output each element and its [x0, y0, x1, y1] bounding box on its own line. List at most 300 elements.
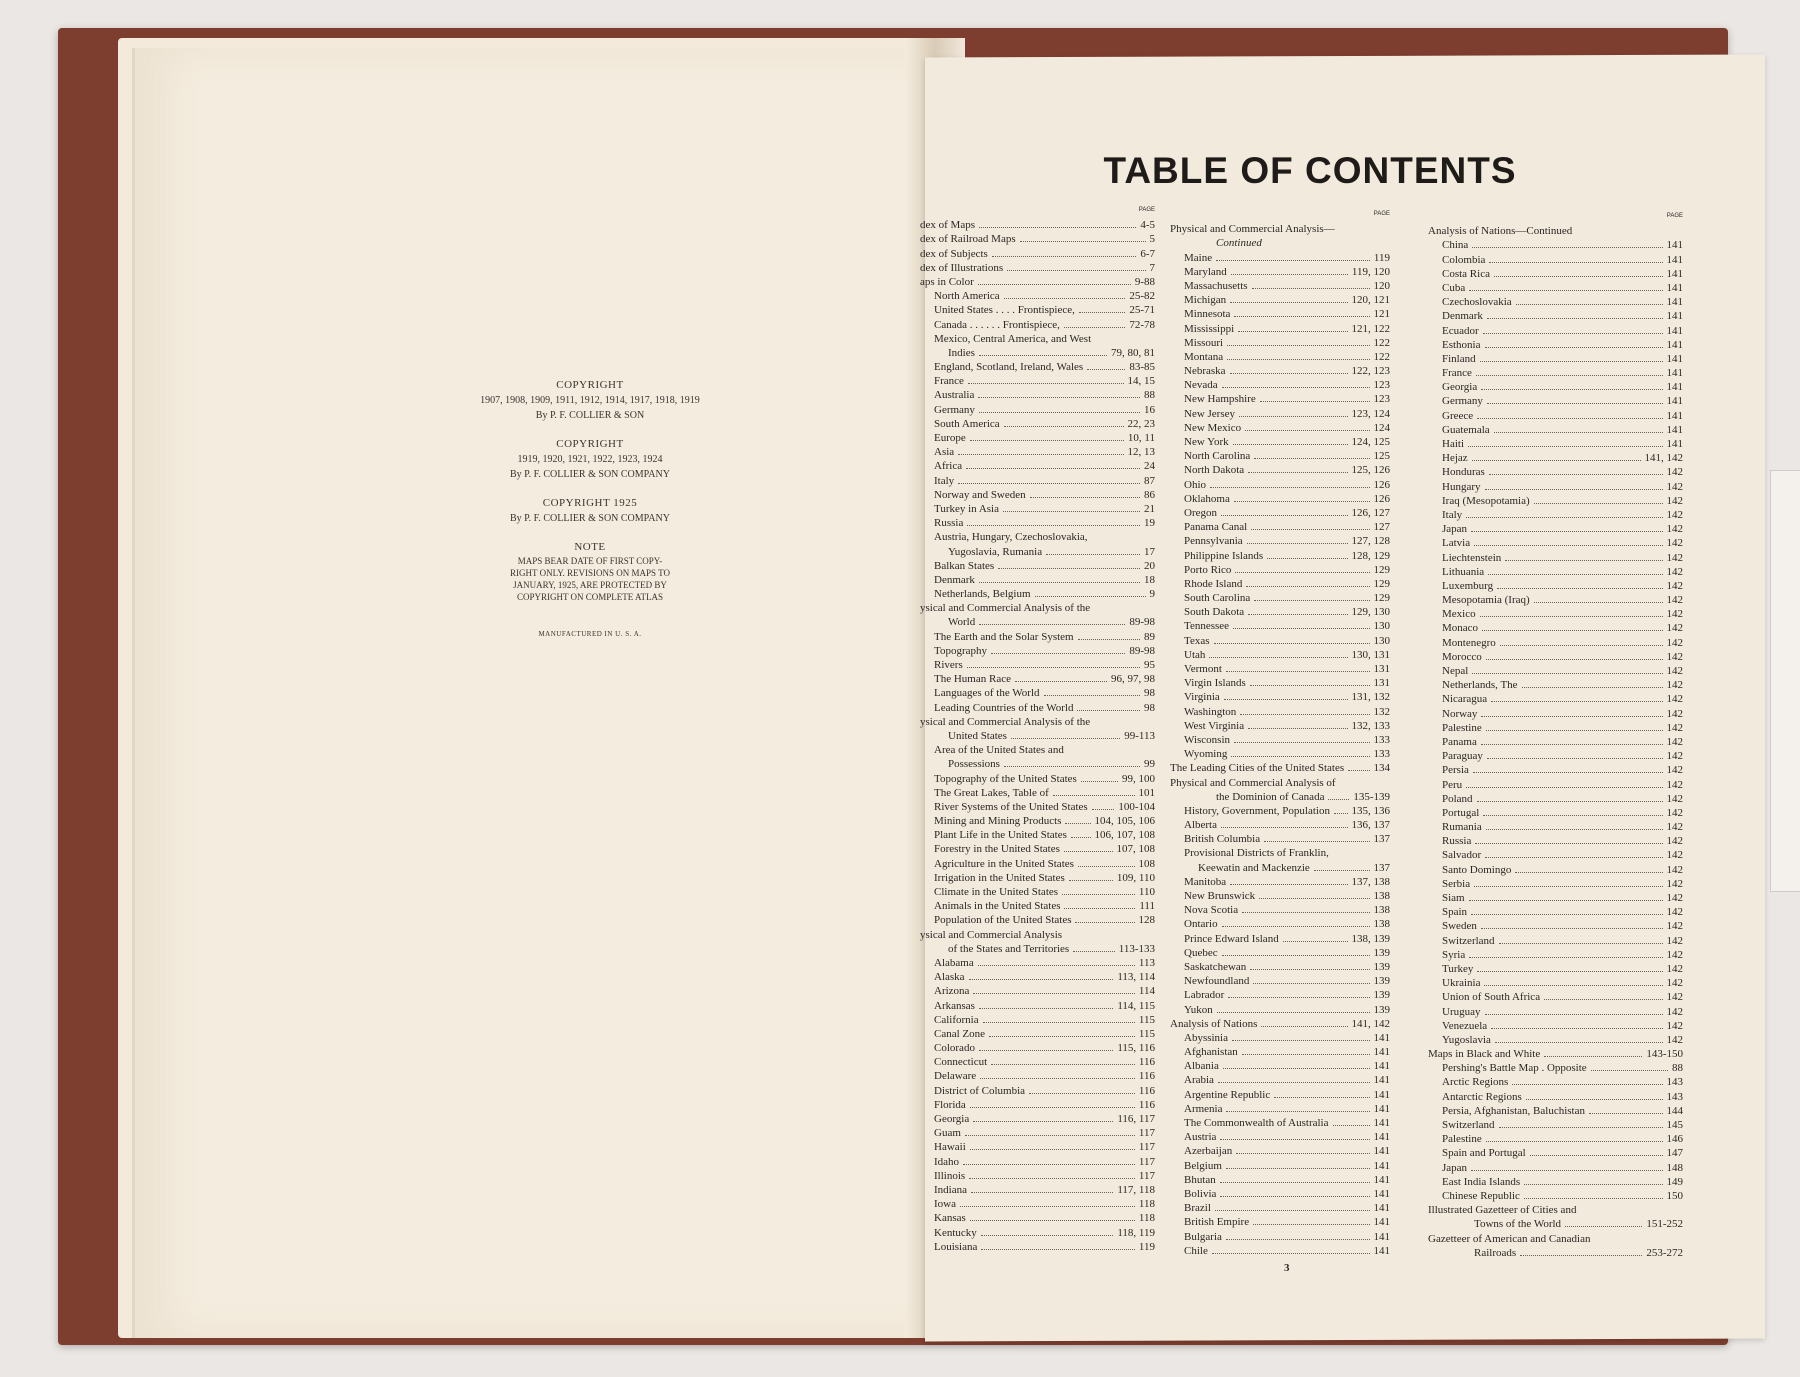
dot-leader — [1333, 1125, 1370, 1126]
toc-entry-title: Ontario — [1184, 918, 1218, 931]
toc-entry — [920, 1112, 1155, 1126]
toc-entry — [1428, 281, 1683, 295]
dot-leader — [978, 965, 1135, 966]
toc-entry — [920, 672, 1155, 686]
toc-entry-title: California — [934, 1013, 979, 1026]
toc-entry — [920, 686, 1155, 700]
toc-entry-title: Hungary — [1442, 480, 1481, 493]
dot-leader — [991, 1064, 1135, 1065]
toc-entry — [1170, 463, 1390, 477]
toc-entry — [920, 1126, 1155, 1140]
dot-leader — [1260, 401, 1370, 402]
toc-entry — [920, 1013, 1155, 1027]
toc-entry-title: Germany — [1442, 395, 1483, 408]
dot-leader — [1234, 316, 1369, 317]
dot-leader — [1471, 1170, 1662, 1171]
toc-entry — [1170, 392, 1390, 406]
toc-entry-page: 142 — [1666, 508, 1683, 521]
dot-leader — [1466, 517, 1662, 518]
toc-entry — [1170, 619, 1390, 633]
copyright-holder: By P. F. COLLIER & SON COMPANY — [510, 469, 670, 480]
toc-entry-title: Palestine — [1442, 1133, 1482, 1146]
toc-entry-title: Netherlands, Belgium — [934, 588, 1031, 601]
dot-leader — [1065, 823, 1090, 824]
toc-entry-title: Brazil — [1184, 1202, 1211, 1215]
toc-entry-page: 142 — [1666, 1033, 1683, 1046]
toc-entry — [1428, 338, 1683, 352]
toc-entry — [920, 1140, 1155, 1154]
dot-leader — [1534, 503, 1663, 504]
toc-entry-title: Europe — [934, 432, 966, 444]
toc-entry-title: Delaware — [934, 1070, 977, 1083]
dot-leader — [1209, 657, 1347, 658]
toc-entry — [920, 289, 1155, 303]
dot-leader — [1254, 600, 1369, 601]
toc-entry-title: Indies — [948, 346, 975, 359]
dot-leader — [1218, 1082, 1370, 1083]
toc-entry-title: Gazetteer of American and Canadian — [1428, 1232, 1591, 1245]
dot-leader — [1495, 1042, 1663, 1043]
toc-entry-page: 141 — [1373, 1088, 1390, 1101]
toc-entry — [1428, 735, 1683, 749]
toc-entry — [1170, 903, 1390, 917]
toc-entry-title: Africa — [934, 460, 963, 473]
toc-entry — [920, 871, 1155, 885]
dot-leader — [973, 993, 1134, 994]
dot-leader — [1078, 866, 1135, 867]
toc-entry-title: Switzerland — [1442, 934, 1495, 947]
toc-entry — [920, 743, 1155, 757]
toc-entry — [920, 1055, 1155, 1069]
dot-leader — [1030, 497, 1140, 498]
page-column-header: PAGE — [1373, 211, 1390, 217]
toc-entry-page: 142 — [1666, 1019, 1683, 1032]
toc-entry-page: 129 — [1373, 563, 1390, 576]
dot-leader — [1248, 728, 1347, 729]
toc-entry-page: 147 — [1666, 1147, 1683, 1160]
toc-entry — [1428, 494, 1683, 508]
toc-entry-page: 126 — [1373, 478, 1390, 491]
toc-entry-page: 142 — [1666, 962, 1683, 975]
dot-leader — [992, 256, 1137, 257]
toc-entry — [1428, 1089, 1683, 1103]
toc-entry-title: Ukrainia — [1442, 977, 1481, 990]
toc-entry-title: Ohio — [1184, 478, 1206, 491]
toc-entry — [1170, 406, 1390, 420]
toc-entry-page: 99 — [1144, 758, 1155, 771]
toc-entry-page: 88 — [1672, 1062, 1683, 1075]
toc-entry — [1428, 749, 1683, 763]
toc-entry-page: 142 — [1666, 877, 1683, 890]
toc-entry-title: Monaco — [1442, 622, 1479, 635]
toc-entry-page: 149 — [1666, 1175, 1683, 1188]
toc-entry-page: 131, 132 — [1351, 691, 1390, 704]
toc-entry-title: Netherlands, The — [1442, 679, 1518, 692]
toc-entry-title: Montana — [1184, 350, 1224, 363]
toc-entry-page: 122 — [1373, 350, 1390, 363]
dot-leader — [1053, 795, 1135, 796]
toc-entry-title: France — [934, 375, 964, 388]
toc-entry-title: Bhutan — [1184, 1173, 1216, 1186]
toc-entry-title: Michigan — [1184, 294, 1227, 307]
dot-leader — [1220, 1182, 1370, 1183]
toc-entry-page: 101 — [1138, 786, 1155, 799]
dot-leader — [1230, 373, 1348, 374]
toc-entry — [1170, 818, 1390, 832]
toc-entry-page: 142 — [1666, 551, 1683, 564]
toc-entry — [1170, 1045, 1390, 1059]
toc-entry-title: Labrador — [1184, 989, 1225, 1002]
copyright-heading: COPYRIGHT — [556, 379, 624, 391]
toc-entry — [920, 601, 1155, 615]
dot-leader — [1029, 1093, 1135, 1094]
toc-entry-title: Population of the United States — [934, 914, 1072, 927]
toc-entry-title: Paraguay — [1442, 750, 1483, 763]
toc-entry-title: Czechoslovakia — [1442, 296, 1512, 309]
toc-entry-page: 142 — [1666, 735, 1683, 748]
dot-leader — [1252, 288, 1370, 289]
toc-entry-page: 12, 13 — [1127, 446, 1155, 459]
toc-entry-page: 141 — [1373, 1244, 1390, 1257]
toc-entry-page: 86 — [1144, 488, 1155, 501]
dot-leader — [1334, 813, 1348, 814]
toc-entry — [1428, 224, 1683, 238]
toc-entry-title: Quebec — [1184, 946, 1218, 959]
toc-entry-title: Illinois — [934, 1169, 966, 1182]
toc-entry-page: 142 — [1666, 906, 1683, 919]
toc-entry-page: 116 — [1138, 1070, 1155, 1083]
toc-entry — [1170, 265, 1390, 279]
toc-entry-title: River Systems of the United States — [934, 800, 1088, 813]
toc-entry — [920, 1041, 1155, 1055]
toc-entry-title: Union of South Africa — [1442, 991, 1541, 1004]
dot-leader — [973, 1121, 1113, 1122]
toc-entry-title: Panama Canal — [1184, 521, 1248, 534]
toc-entry-page: 5 — [1149, 233, 1155, 246]
toc-entry-title: Railroads — [1474, 1246, 1517, 1259]
dot-leader — [1468, 446, 1663, 447]
toc-entry — [1170, 477, 1390, 491]
dot-leader — [1489, 474, 1663, 475]
dot-leader — [1469, 290, 1662, 291]
dot-leader — [1497, 588, 1662, 589]
toc-entry-title: Porto Rico — [1184, 563, 1232, 576]
toc-entry — [1428, 635, 1683, 649]
toc-entry-page: 141 — [1666, 281, 1683, 294]
toc-entry-title: The Leading Cities of the United States — [1170, 762, 1345, 775]
toc-entry — [1428, 933, 1683, 947]
dot-leader — [1485, 489, 1663, 490]
toc-entry-page: 141 — [1373, 1187, 1390, 1200]
dot-leader — [998, 568, 1140, 569]
toc-entry-page: 125, 126 — [1351, 464, 1390, 477]
toc-entry-page: 142 — [1666, 721, 1683, 734]
toc-entry-title: Morocco — [1442, 650, 1482, 663]
note-heading: NOTE — [574, 541, 606, 553]
toc-entry-page: 99, 100 — [1122, 772, 1155, 785]
dot-leader — [983, 1022, 1135, 1023]
toc-entry-title: Physical and Commercial Analysis— — [1170, 223, 1335, 236]
toc-entry — [1170, 591, 1390, 605]
loose-sheet — [1770, 470, 1800, 892]
toc-entry-title: Arkansas — [934, 999, 975, 1012]
copyright-years: 1907, 1908, 1909, 1911, 1912, 1914, 1917, 1918, 1919 — [480, 395, 700, 406]
toc-entry-title: Guatemala — [1442, 423, 1490, 436]
dot-leader — [1234, 742, 1370, 743]
dot-leader — [1591, 1070, 1668, 1071]
toc-entry-page: 142 — [1666, 920, 1683, 933]
toc-entry-page: 142 — [1666, 622, 1683, 635]
dot-leader — [1226, 1111, 1369, 1112]
toc-entry-title: Georgia — [934, 1113, 970, 1125]
toc-entry-title: Cuba — [1442, 281, 1466, 294]
dot-leader — [1226, 1168, 1370, 1169]
toc-entry-title: Albania — [1184, 1060, 1219, 1073]
toc-entry-page: 127 — [1373, 521, 1390, 534]
copyright-years: 1919, 1920, 1921, 1922, 1923, 1924 — [517, 454, 663, 465]
dot-leader — [1486, 829, 1663, 830]
toc-entry-title: Pennsylvania — [1184, 535, 1243, 548]
dot-leader — [1007, 270, 1145, 271]
toc-entry-page: 122 — [1373, 336, 1390, 349]
toc-entry-page: 142 — [1666, 948, 1683, 961]
toc-entry — [1428, 1061, 1683, 1075]
dot-leader — [1485, 857, 1662, 858]
toc-entry-title: Bolivia — [1184, 1187, 1217, 1200]
toc-entry — [1170, 931, 1390, 945]
toc-entry — [1428, 1146, 1683, 1160]
dot-leader — [1482, 630, 1662, 631]
toc-entry-title: Nova Scotia — [1184, 904, 1239, 917]
dot-leader — [1020, 241, 1146, 242]
toc-entry-title: South America — [934, 417, 1000, 430]
copyright-holder: By P. F. COLLIER & SON COMPANY — [510, 513, 670, 524]
toc-entry-title: Azerbaijan — [1184, 1145, 1233, 1158]
toc-entry-page: 142 — [1666, 750, 1683, 763]
dot-leader — [1004, 766, 1140, 767]
toc-entry-page: 117 — [1138, 1155, 1155, 1168]
toc-entry — [1428, 295, 1683, 309]
toc-entry-title: Arctic Regions — [1442, 1076, 1509, 1089]
toc-entry-title: Lithuania — [1442, 565, 1485, 578]
toc-entry-page: 120 — [1373, 279, 1390, 292]
toc-entry-title: Panama — [1442, 735, 1477, 748]
toc-entry — [1170, 648, 1390, 662]
toc-entry-page: 24 — [1144, 460, 1155, 473]
toc-entry-title: Oklahoma — [1184, 492, 1230, 505]
dot-leader — [1259, 898, 1369, 899]
toc-entry-page: 142 — [1666, 821, 1683, 834]
toc-entry-title: Mining and Mining Products — [934, 815, 1062, 828]
dot-leader — [1471, 914, 1662, 915]
toc-entry-title: dex of Railroad Maps — [920, 233, 1016, 246]
toc-entry — [1170, 690, 1390, 704]
toc-entry-title: Iraq (Mesopotamia) — [1442, 494, 1530, 507]
toc-entry-title: United States . . . . Frontispiece, — [934, 304, 1075, 317]
toc-entry-title: Austria, Hungary, Czechoslovakia, — [934, 531, 1088, 544]
dot-leader — [1226, 671, 1370, 672]
dot-leader — [1069, 880, 1113, 881]
toc-entry-page: 132, 133 — [1351, 719, 1390, 732]
toc-entry-page: 141 — [1666, 381, 1683, 394]
toc-entry — [1428, 1019, 1683, 1033]
toc-entry — [1170, 1229, 1390, 1243]
toc-entry-title: Provisional Districts of Franklin, — [1184, 847, 1329, 860]
toc-entry — [1428, 1118, 1683, 1132]
toc-entry-page: 99-113 — [1124, 729, 1155, 742]
toc-entry-page: 117, 118 — [1117, 1183, 1155, 1196]
toc-entry — [1428, 905, 1683, 919]
dot-leader — [960, 1206, 1135, 1207]
dot-leader — [1524, 1184, 1662, 1185]
toc-entry-page: 137, 138 — [1351, 875, 1390, 888]
toc-entry — [1428, 408, 1683, 422]
toc-entry-title: Vermont — [1184, 663, 1222, 675]
dot-leader — [1233, 628, 1369, 629]
dot-leader — [1474, 545, 1662, 546]
toc-entry-title: Salvador — [1442, 849, 1482, 862]
toc-entry-title: New York — [1184, 436, 1229, 448]
dot-leader — [1246, 586, 1369, 587]
dot-leader — [1222, 955, 1370, 956]
toc-entry — [920, 402, 1155, 416]
toc-entry-title: Esthonia — [1442, 338, 1481, 351]
toc-entry — [1170, 492, 1390, 506]
toc-entry-page: 142 — [1666, 693, 1683, 706]
dot-leader — [1544, 1056, 1642, 1057]
toc-entry-title: Denmark — [1442, 310, 1483, 323]
toc-entry-title: Afghanistan — [1184, 1046, 1238, 1059]
toc-entry-page: 139 — [1373, 989, 1390, 1002]
dot-leader — [1477, 801, 1663, 802]
dot-leader — [1233, 444, 1348, 445]
toc-entry-title: Alabama — [934, 956, 974, 969]
toc-entry — [1428, 678, 1683, 692]
toc-entry — [920, 346, 1155, 360]
dot-leader — [1473, 772, 1663, 773]
dot-leader — [1475, 843, 1662, 844]
toc-entry-page: 130, 131 — [1351, 648, 1390, 661]
toc-entry-page: 142 — [1666, 565, 1683, 578]
toc-entry-title: Italy — [1442, 508, 1463, 521]
toc-entry — [920, 544, 1155, 558]
toc-entry-page: 142 — [1666, 494, 1683, 507]
dot-leader — [1487, 758, 1663, 759]
dot-leader — [1231, 274, 1348, 275]
toc-entry — [920, 587, 1155, 601]
toc-entry-page: 142 — [1666, 792, 1683, 805]
toc-entry-page: 118, 119 — [1117, 1226, 1155, 1239]
toc-entry-title: History, Government, Population — [1184, 804, 1330, 817]
toc-entry-page: 115 — [1138, 1013, 1155, 1026]
dot-leader — [1466, 787, 1662, 788]
toc-entry-page: 141 — [1666, 296, 1683, 309]
toc-entry-title: Chinese Republic — [1442, 1189, 1520, 1202]
toc-entry-page: 117 — [1138, 1141, 1155, 1154]
toc-column-3 — [1428, 213, 1683, 1260]
dot-leader — [1530, 1155, 1663, 1156]
dot-leader — [969, 1178, 1135, 1179]
toc-entry-page: 123 — [1373, 393, 1390, 406]
toc-entry — [1428, 1217, 1683, 1231]
toc-entry — [1428, 806, 1683, 820]
toc-entry — [920, 473, 1155, 487]
dot-leader — [1251, 529, 1369, 530]
toc-entry-title: Utah — [1184, 648, 1206, 661]
dot-leader — [970, 1149, 1135, 1150]
toc-entry-title: Connecticut — [934, 1056, 988, 1069]
toc-entry-page: 150 — [1666, 1189, 1683, 1202]
toc-entry-title: Texas — [1184, 634, 1210, 647]
toc-entry-title: Montenegro — [1442, 636, 1496, 649]
dot-leader — [979, 412, 1140, 413]
dot-leader — [1044, 695, 1140, 696]
toc-entry — [920, 317, 1155, 331]
dot-leader — [1079, 312, 1125, 313]
dot-leader — [1087, 369, 1125, 370]
toc-entry — [920, 927, 1155, 941]
toc-entry-page: 141 — [1373, 1102, 1390, 1115]
toc-entry — [920, 1211, 1155, 1225]
toc-entry-title: British Empire — [1184, 1216, 1250, 1229]
toc-entry-page: 141 — [1666, 310, 1683, 323]
toc-entry — [920, 615, 1155, 629]
dot-leader — [1216, 260, 1370, 261]
dot-leader — [1474, 886, 1662, 887]
toc-entry — [920, 1098, 1155, 1112]
toc-entry-title: Rivers — [934, 659, 963, 671]
toc-entry-page: 143-150 — [1646, 1048, 1683, 1061]
toc-entry-page: 116 — [1138, 1084, 1155, 1097]
dot-leader — [1035, 596, 1146, 597]
toc-entry — [920, 899, 1155, 913]
toc-entry — [1428, 664, 1683, 678]
toc-entry-page: 141 — [1666, 423, 1683, 436]
toc-entry — [1170, 336, 1390, 350]
dot-leader — [1230, 302, 1347, 303]
toc-entry-title: Ecuador — [1442, 324, 1479, 337]
toc-entry — [920, 374, 1155, 388]
toc-entry — [920, 332, 1155, 346]
toc-entry-page: 141 — [1666, 324, 1683, 337]
toc-entry-title: Latvia — [1442, 537, 1471, 550]
toc-entry-page: 141 — [1666, 367, 1683, 380]
dot-leader — [979, 1050, 1113, 1051]
dot-leader — [1505, 560, 1662, 561]
dot-leader — [970, 1107, 1135, 1108]
toc-entry-title: The Earth and the Solar System — [934, 630, 1074, 643]
toc-entry — [920, 1069, 1155, 1083]
toc-entry — [1170, 250, 1390, 264]
toc-entry — [1170, 733, 1390, 747]
dot-leader — [1589, 1113, 1663, 1114]
toc-entry — [1428, 948, 1683, 962]
toc-entry-title: Nepal — [1442, 665, 1469, 677]
dot-leader — [1481, 716, 1662, 717]
toc-entry-title: Poland — [1442, 792, 1473, 805]
toc-entry — [920, 629, 1155, 643]
toc-entry-title: Virgin Islands — [1184, 677, 1246, 690]
toc-entry-page: 116, 117 — [1117, 1113, 1155, 1125]
dot-leader — [1481, 928, 1663, 929]
toc-entry-title: aps in Color — [920, 275, 974, 288]
toc-entry — [1170, 378, 1390, 392]
toc-entry-page: 88 — [1144, 389, 1155, 402]
toc-entry-page: 141 — [1373, 1145, 1390, 1158]
dot-leader — [1224, 699, 1348, 700]
toc-entry — [1428, 1231, 1683, 1245]
toc-entry-page: 95 — [1144, 659, 1155, 671]
